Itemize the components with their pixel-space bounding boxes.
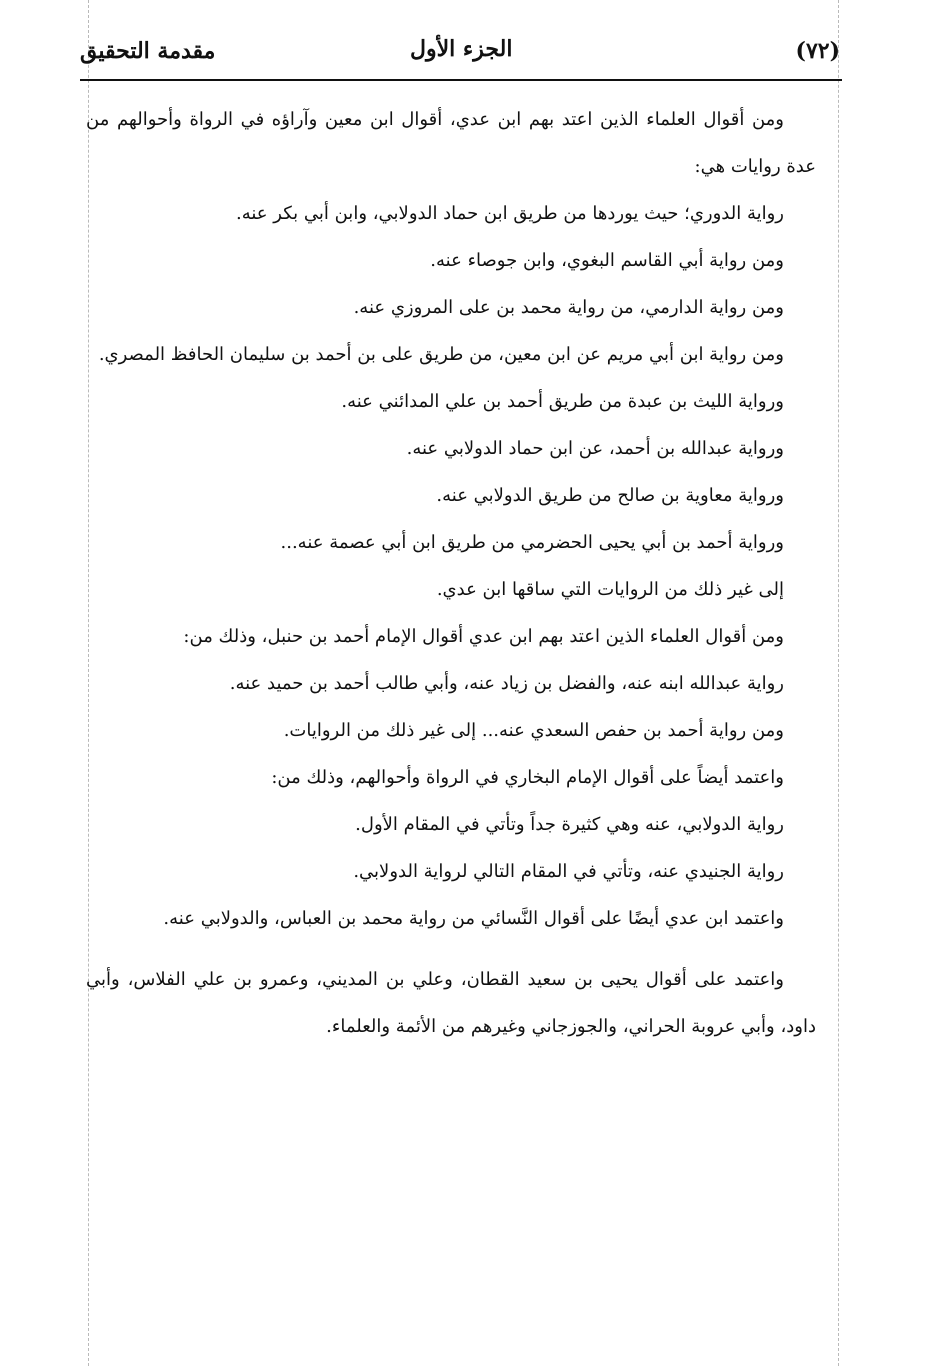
- running-header: [80, 34, 840, 74]
- paragraph: ومن أقوال العلماء الذين اعتد بهم ابن عدي أقوال الإمام أحمد بن حنبل، وذلك من:: [183, 626, 784, 647]
- paragraph: رواية عبدالله ابنه عنه، والفضل بن زياد عنه، وأبي طالب أحمد بن حميد عنه.: [229, 673, 784, 694]
- paragraph: ومن رواية ابن أبي مريم عن ابن معين، من طريق على بن أحمد بن سليمان الحافظ المصري.: [98, 344, 784, 365]
- paragraph: رواية الدولابي، عنه وهي كثيرة جداً وتأتي في المقام الأول.: [355, 814, 784, 835]
- section-title: مقدمة التحقيق: [80, 38, 216, 64]
- paragraph: ومن رواية الدارمي، من رواية محمد بن على المروزي عنه.: [353, 297, 784, 318]
- header-rule: [80, 79, 842, 81]
- paragraph: ورواية أحمد بن أبي يحيى الحضرمي من طريق ابن أبي عصمة عنه...: [280, 532, 784, 553]
- paragraph: رواية الدوري؛ حيث يوردها من طريق ابن حماد الدولابي، وابن أبي بكر عنه.: [236, 203, 784, 224]
- paragraph: واعتمد ابن عدي أيضًا على أقوال النَّسائي من رواية محمد بن العباس، والدولابي عنه.: [163, 908, 784, 929]
- volume-title: الجزء الأول: [410, 36, 513, 62]
- paragraph: واعتمد على أقوال يحيى بن سعيد القطان، وعلي بن المديني، وعمرو بن علي الفلاس، وأبي داود، وأبي عروبة الحراني، والجوزجاني وغيرهم من الأئمة والعلماء.: [86, 969, 816, 1037]
- paragraph: ومن رواية أحمد بن حفص السعدي عنه... إلى غير ذلك من الروايات.: [283, 720, 784, 741]
- body-text: [86, 96, 816, 1050]
- page-number: (٧٢): [795, 38, 840, 64]
- paragraph: رواية الجنيدي عنه، وتأتي في المقام التالي لرواية الدولابي.: [353, 861, 784, 882]
- paragraph: إلى غير ذلك من الروايات التي ساقها ابن عدي.: [436, 579, 784, 600]
- margin-guide-right: [838, 0, 839, 1366]
- paragraph: ورواية عبدالله بن أحمد، عن ابن حماد الدولابي عنه.: [406, 438, 784, 459]
- paragraph: واعتمد أيضاً على أقوال الإمام البخاري في الرواة وأحوالهم، وذلك من:: [271, 767, 784, 788]
- paragraph: ورواية معاوية بن صالح من طريق الدولابي عنه.: [436, 485, 784, 506]
- paragraph: ومن رواية أبي القاسم البغوي، وابن جوصاء عنه.: [430, 250, 784, 271]
- paragraph: ورواية الليث بن عبدة من طريق أحمد بن علي المدائني عنه.: [341, 391, 784, 412]
- paragraph: ومن أقوال العلماء الذين اعتد بهم ابن عدي، أقوال ابن معين وآراؤه في الرواة وأحوالهم من عدة روايات هي:: [86, 109, 816, 177]
